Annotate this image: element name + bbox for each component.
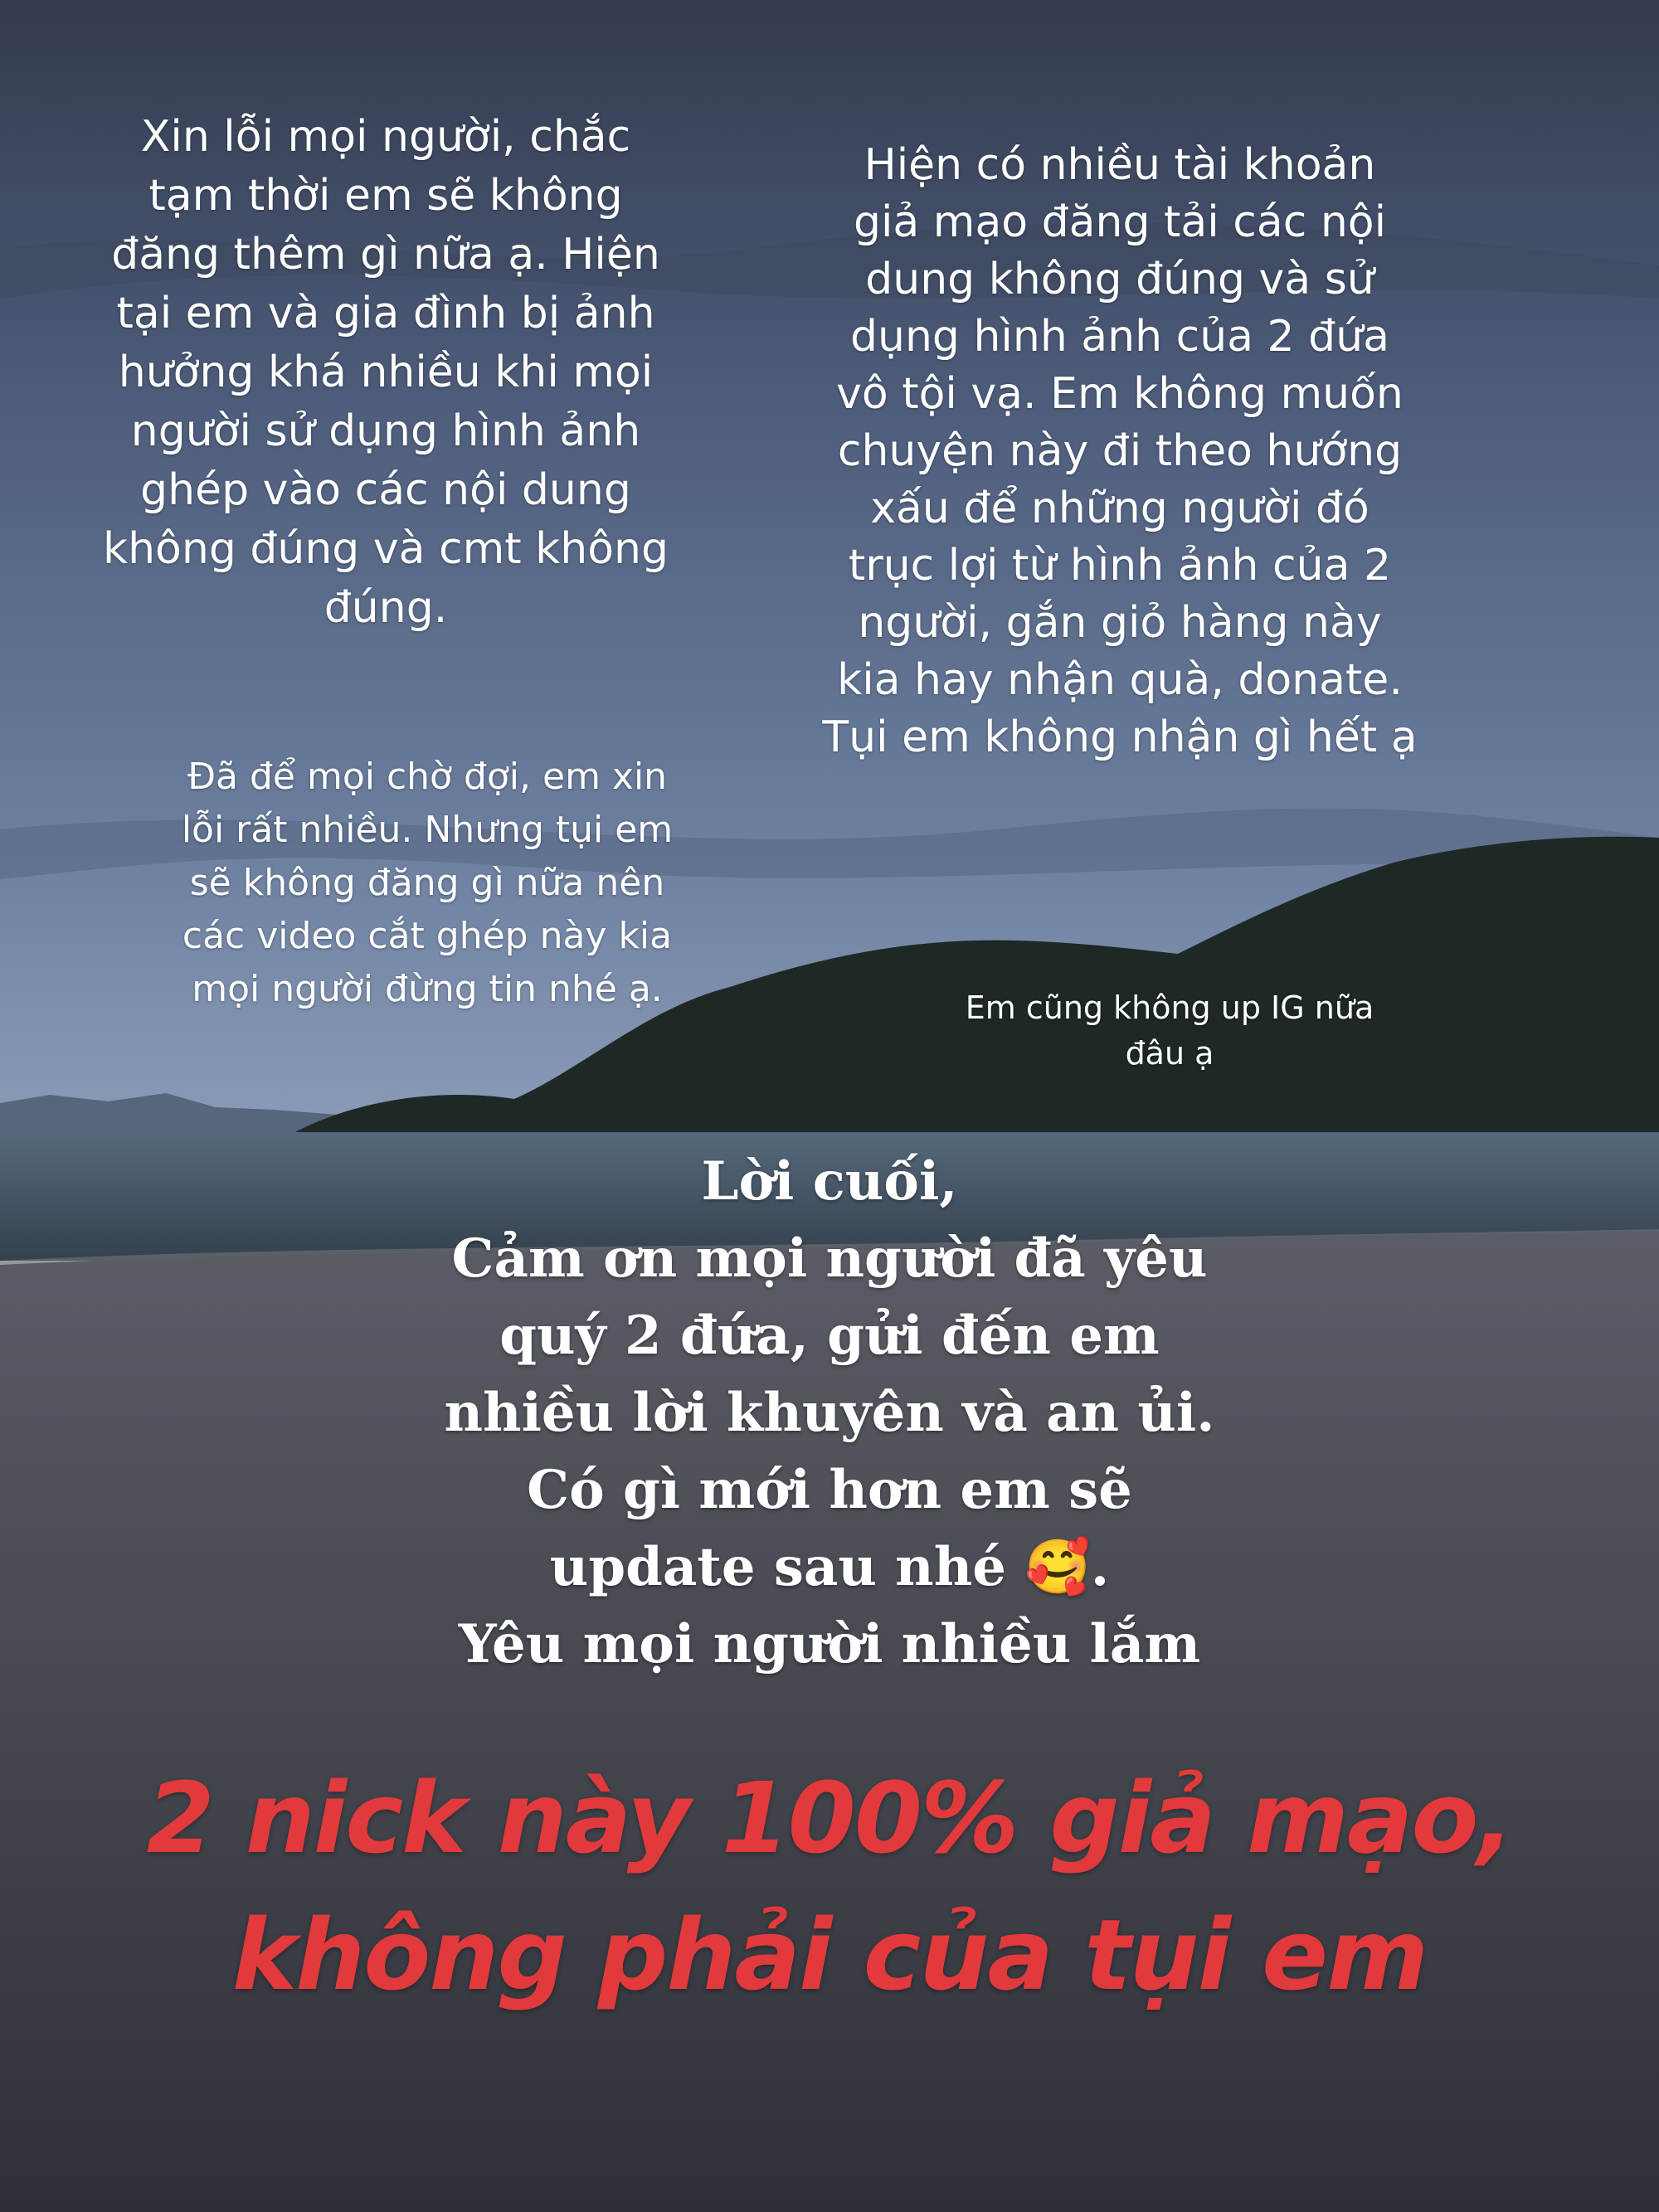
- fake-accounts-warning: 2 nick này 100% giả mạo, không phải của tụi em: [146, 1761, 1513, 2012]
- text-block-ig-note: Em cũng không up IG nữa đâu ạ: [965, 989, 1374, 1072]
- text-block-fake-accounts: Hiện có nhiều tài khoản giả mạo đăng tải các nội dung không đúng và sử dụng hình ảnh của 2 đứa vô tội vạ. Em không muốn chuyện này đi theo hướng xấu để những người đó trục lợi từ hình ảnh của 2 người, gắn giỏ hàng này kia hay nhận quà, donate. Tụi em không nhận gì hết ạ: [822, 140, 1418, 762]
- text-block-video-warning: Đã để mọi chờ đợi, em xin lỗi rất nhiều. Nhưng tụi em sẽ không đăng gì nữa nên các video cắt ghép này kia mọi người đừng tin nhé ạ.: [181, 756, 674, 1010]
- text-block-apology: Xin lỗi mọi người, chắc tạm thời em sẽ không đăng thêm gì nữa ạ. Hiện tại em và gia đình bị ảnh hưởng khá nhiều khi mọi người sử dụng hình ảnh ghép vào các nội dung không đúng và cmt không đúng.: [102, 112, 669, 633]
- closing-message: Lời cuối, Cảm ơn mọi người đã yêu quý 2 đứa, gửi đến em nhiều lời khuyên và an ủi. Có gì mới hơn em sẽ update sau nhé 🥰. Yêu mọi người nhiều lắm: [444, 1150, 1215, 1675]
